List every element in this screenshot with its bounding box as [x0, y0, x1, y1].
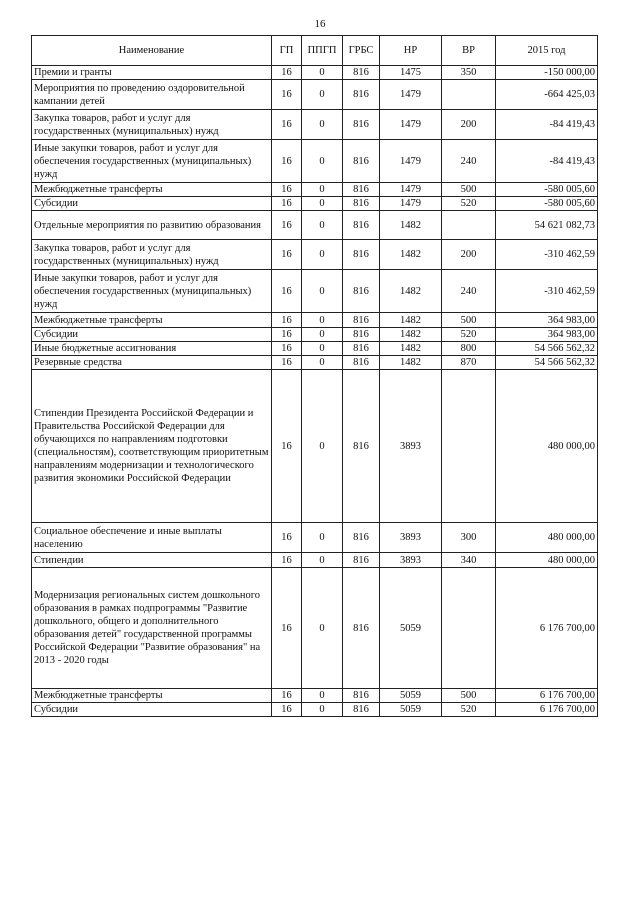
table-cell-grbs: 816 [343, 66, 380, 80]
table-cell-gp: 16 [272, 328, 302, 342]
column-header: ГП [272, 36, 302, 66]
table-cell-grbs: 816 [343, 211, 380, 240]
table-cell-gp: 16 [272, 80, 302, 110]
table-row [32, 197, 598, 211]
table-cell-ppgp: 0 [302, 183, 343, 197]
table-cell-vr: 340 [442, 553, 496, 568]
table-cell-name: Межбюджетные трансферты [32, 689, 272, 703]
table-cell-name: Иные закупки товаров, работ и услуг для обеспечения государственных (муниципальных) нужд [32, 270, 272, 313]
table-cell-ppgp: 0 [302, 703, 343, 717]
table-cell-grbs: 816 [343, 240, 380, 270]
table-cell-gp: 16 [272, 270, 302, 313]
table-cell-name: Межбюджетные трансферты [32, 183, 272, 197]
table-cell-name: Резервные средства [32, 356, 272, 370]
table-cell-gp: 16 [272, 197, 302, 211]
table-cell-ppgp: 0 [302, 110, 343, 140]
table-cell-gp: 16 [272, 370, 302, 523]
table-cell-grbs: 816 [343, 689, 380, 703]
table-row [32, 568, 598, 689]
table-cell-amount: -84 419,43 [496, 110, 598, 140]
table-cell-amount: 480 000,00 [496, 370, 598, 523]
table-cell-name: Закупка товаров, работ и услуг для государственных (муниципальных) нужд [32, 240, 272, 270]
table-cell-amount: -580 005,60 [496, 197, 598, 211]
table-cell-vr: 520 [442, 328, 496, 342]
table-cell-ppgp: 0 [302, 553, 343, 568]
table-cell-grbs: 816 [343, 110, 380, 140]
table-row [32, 240, 598, 270]
table-row [32, 703, 598, 717]
table-cell-grbs: 816 [343, 342, 380, 356]
table-cell-amount: 364 983,00 [496, 313, 598, 328]
table-cell-amount: 6 176 700,00 [496, 689, 598, 703]
table-cell-amount: 54 566 562,32 [496, 342, 598, 356]
table-cell-name: Стипендии [32, 553, 272, 568]
table-cell-grbs: 816 [343, 140, 380, 183]
table-cell-nr: 5059 [380, 568, 442, 689]
table-cell-amount: -310 462,59 [496, 270, 598, 313]
table-cell-nr: 3893 [380, 370, 442, 523]
table-cell-nr: 5059 [380, 689, 442, 703]
table-cell-ppgp: 0 [302, 66, 343, 80]
table-cell-ppgp: 0 [302, 689, 343, 703]
table-cell-amount: 6 176 700,00 [496, 703, 598, 717]
table-cell-grbs: 816 [343, 80, 380, 110]
table-row [32, 110, 598, 140]
table-cell-amount: 480 000,00 [496, 553, 598, 568]
table-row [32, 313, 598, 328]
table-cell-nr: 1482 [380, 240, 442, 270]
table-cell-vr: 300 [442, 523, 496, 553]
table-cell-nr: 1482 [380, 211, 442, 240]
table-cell-name: Субсидии [32, 328, 272, 342]
table-cell-gp: 16 [272, 211, 302, 240]
table-cell-nr: 1482 [380, 342, 442, 356]
table-cell-grbs: 816 [343, 328, 380, 342]
table-cell-name: Мероприятия по проведению оздоровительной кампании детей [32, 80, 272, 110]
table-cell-gp: 16 [272, 240, 302, 270]
table-cell-gp: 16 [272, 523, 302, 553]
table-cell-amount: 54 566 562,32 [496, 356, 598, 370]
table-cell-amount: 6 176 700,00 [496, 568, 598, 689]
header-row [32, 36, 598, 66]
table-cell-ppgp: 0 [302, 328, 343, 342]
table-cell-name: Межбюджетные трансферты [32, 313, 272, 328]
table-cell-vr: 200 [442, 110, 496, 140]
table-cell-vr: 800 [442, 342, 496, 356]
table-cell-grbs: 816 [343, 370, 380, 523]
column-header: ВР [442, 36, 496, 66]
table-cell-vr: 240 [442, 140, 496, 183]
table-cell-grbs: 816 [343, 523, 380, 553]
table-cell-name: Социальное обеспечение и иные выплаты населению [32, 523, 272, 553]
table-cell-amount: -310 462,59 [496, 240, 598, 270]
table-cell-gp: 16 [272, 568, 302, 689]
table-cell-vr: 520 [442, 197, 496, 211]
table-cell-gp: 16 [272, 703, 302, 717]
table-cell-amount: 54 621 082,73 [496, 211, 598, 240]
table-cell-ppgp: 0 [302, 568, 343, 689]
table-cell-name: Субсидии [32, 703, 272, 717]
table-cell-grbs: 816 [343, 183, 380, 197]
table-cell-nr: 3893 [380, 553, 442, 568]
table-cell-gp: 16 [272, 689, 302, 703]
table-cell-ppgp: 0 [302, 240, 343, 270]
table-cell-nr: 1475 [380, 66, 442, 80]
table-cell-name: Премии и гранты [32, 66, 272, 80]
table-cell-nr: 1479 [380, 80, 442, 110]
column-header: 2015 год [496, 36, 598, 66]
table-cell-name: Отдельные мероприятия по развитию образования [32, 211, 272, 240]
table-cell-name: Закупка товаров, работ и услуг для государственных (муниципальных) нужд [32, 110, 272, 140]
table-cell-nr: 1479 [380, 110, 442, 140]
table-cell-ppgp: 0 [302, 356, 343, 370]
table-cell-gp: 16 [272, 66, 302, 80]
table-row [32, 370, 598, 523]
table-cell-ppgp: 0 [302, 523, 343, 553]
table-row [32, 66, 598, 80]
table-cell-nr: 3893 [380, 523, 442, 553]
table-cell-vr [442, 370, 496, 523]
column-header: Наименование [32, 36, 272, 66]
table-row [32, 140, 598, 183]
table-cell-grbs: 816 [343, 313, 380, 328]
table-row [32, 356, 598, 370]
table-row [32, 342, 598, 356]
table-cell-grbs: 816 [343, 356, 380, 370]
column-header: НР [380, 36, 442, 66]
table-cell-gp: 16 [272, 313, 302, 328]
table-cell-amount: 364 983,00 [496, 328, 598, 342]
table-row [32, 211, 598, 240]
budget-table [31, 35, 598, 717]
table-row [32, 523, 598, 553]
table-cell-ppgp: 0 [302, 270, 343, 313]
table-cell-vr: 240 [442, 270, 496, 313]
table-cell-ppgp: 0 [302, 211, 343, 240]
table-cell-nr: 1482 [380, 356, 442, 370]
table-cell-gp: 16 [272, 183, 302, 197]
table-cell-nr: 1479 [380, 197, 442, 211]
page-number: 16 [314, 18, 326, 30]
table-cell-name: Иные бюджетные ассигнования [32, 342, 272, 356]
table-cell-vr: 870 [442, 356, 496, 370]
table-cell-gp: 16 [272, 140, 302, 183]
table-cell-nr: 1482 [380, 328, 442, 342]
table-cell-amount: -150 000,00 [496, 66, 598, 80]
table-cell-vr [442, 80, 496, 110]
table-cell-gp: 16 [272, 110, 302, 140]
table-row [32, 553, 598, 568]
table-cell-gp: 16 [272, 356, 302, 370]
table-cell-ppgp: 0 [302, 80, 343, 110]
table-cell-ppgp: 0 [302, 313, 343, 328]
table-cell-amount: -84 419,43 [496, 140, 598, 183]
table-cell-nr: 1479 [380, 140, 442, 183]
column-header: ППГП [302, 36, 343, 66]
table-row [32, 270, 598, 313]
table-cell-nr: 1482 [380, 270, 442, 313]
column-header: ГРБС [343, 36, 380, 66]
table-row [32, 689, 598, 703]
table-cell-gp: 16 [272, 342, 302, 356]
table-cell-name: Субсидии [32, 197, 272, 211]
table-cell-vr: 500 [442, 689, 496, 703]
table-cell-gp: 16 [272, 553, 302, 568]
table-cell-ppgp: 0 [302, 342, 343, 356]
table-cell-amount: 480 000,00 [496, 523, 598, 553]
table-cell-grbs: 816 [343, 703, 380, 717]
table-row [32, 80, 598, 110]
table-cell-name: Стипендии Президента Российской Федерации и Правительства Российской Федерации для обучающихся по направлениям подготовки (специальностям), соответствующим приоритетным направлениям модернизации и технологического развития экономики Российской Федерации [32, 370, 272, 523]
table-cell-ppgp: 0 [302, 370, 343, 523]
table-row [32, 328, 598, 342]
table-cell-vr: 520 [442, 703, 496, 717]
table-cell-name: Иные закупки товаров, работ и услуг для обеспечения государственных (муниципальных) нужд [32, 140, 272, 183]
table-cell-vr: 350 [442, 66, 496, 80]
table-cell-grbs: 816 [343, 197, 380, 211]
table-cell-name: Модернизация региональных систем дошкольного образования в рамках подпрограммы "Развитие дошкольного, общего и дополнительного образования детей" государственной программы Российской Федерации "Развитие образования" на 2013 - 2020 годы [32, 568, 272, 689]
table-cell-nr: 5059 [380, 703, 442, 717]
table-cell-amount: -580 005,60 [496, 183, 598, 197]
table-cell-nr: 1479 [380, 183, 442, 197]
table-cell-vr [442, 211, 496, 240]
table-row [32, 183, 598, 197]
table-cell-vr: 500 [442, 183, 496, 197]
table-cell-grbs: 816 [343, 270, 380, 313]
table-cell-grbs: 816 [343, 553, 380, 568]
table-cell-vr: 500 [442, 313, 496, 328]
table-cell-ppgp: 0 [302, 140, 343, 183]
table-cell-vr [442, 568, 496, 689]
table-cell-nr: 1482 [380, 313, 442, 328]
table-cell-amount: -664 425,03 [496, 80, 598, 110]
table-cell-grbs: 816 [343, 568, 380, 689]
table-cell-vr: 200 [442, 240, 496, 270]
table-cell-ppgp: 0 [302, 197, 343, 211]
